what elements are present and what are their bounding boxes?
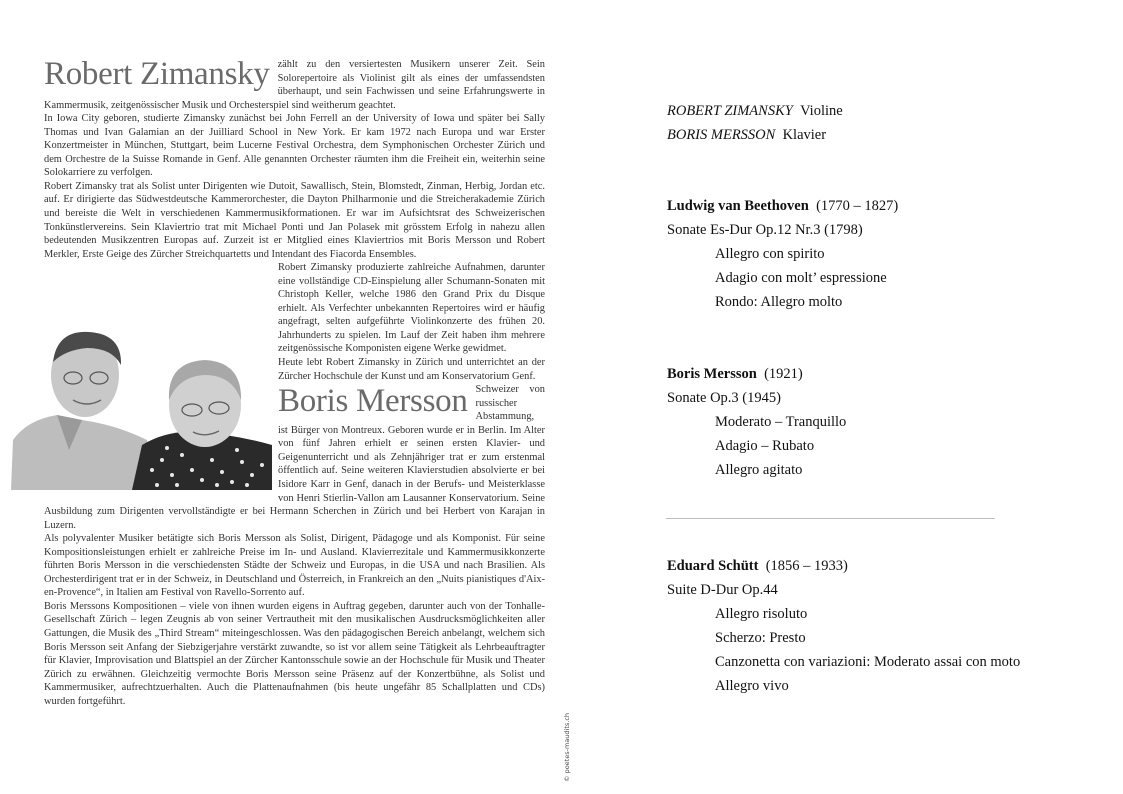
movement: Canzonetta con variazioni: Moderato assai con moto [715, 654, 1021, 670]
movement: Allegro agitato [715, 462, 803, 478]
mersson-paragraph: Als polyvalenter Musiker betätigte sich Boris Mersson als Solist, Dirigent, Pädagoge und als Komponist. Für seine Kompositionsleistungen erhielt er zahlreiche Preise im In- und Ausland. Klavierrezitale und Kammermusikkonzerte führten Boris Mersson in die verschiedensten Städte der Schweiz und Europas, in die USA und nach Brasilien. Als Orchesterdirigent trat er in der Schweiz, in Deutschland und Österreich, in Frankreich an den „Nuits pianistiques d'Aix-en-Provence“, in Italien am Festival von Ravello-Sorrento auf. [44, 533, 545, 599]
composer-dates: (1856 – 1933) [765, 558, 848, 574]
program-item-mersson [667, 362, 846, 482]
photo-credit [561, 712, 573, 784]
photo-credit-text: © poetes-maudits.ch [563, 712, 571, 782]
composer-dates: (1770 – 1827) [816, 198, 899, 214]
mersson-heading: Boris Mersson [278, 383, 468, 420]
zimansky-intro: zählt zu den versiertesten Musikern unserer Zeit. Sein Solorepertoire als Violinist gilt als eines der umfassendsten überhaupt, und sein Fachwissen und seine Erfahrungswerte in Kammermusik, zeitgenössischer Musik und Orchesterspiel sind weitherum geachtet. [44, 59, 545, 111]
performer-name: BORIS MERSSON [667, 127, 776, 143]
program-item-beethoven [667, 194, 898, 314]
work-title: Sonate Es-Dur Op.12 Nr.3 (1798) [667, 222, 863, 238]
composer-name: Boris Mersson [667, 366, 757, 382]
mersson-paragraph: Boris Merssons Kompositionen – viele von ihnen wurden eigens in Auftrag gegeben, darunter auch von der Tonhalle-Gesellschaft Zürich – legen Zeugnis ab von seiner Vertrautheit mit den musikalischen Ausdrucksmöglichkeiten aller Gattungen, die Musik des „Third Stream“ miteingeschlossen. Was den pädagogischen Bereich anbelangt, welchem sich Boris Mersson seit Anfang der Siebzigerjahre verstärkt zuwandte, so ist vor allem seine Tätigkeit als Lehrbeauftragter für Klavier, Improvisation und Blattspiel an der Zürcher Kantonsschule sowie an der Hochschule für Musik und Theater Zürich zu erwähnen. Gleichzeitig vermochte Boris Mersson seine Präsenz auf der Konzertbühne, als Solist und Kammermusiker, aufrechtzuerhalten. Auch die Plattenaufnahmen (bis heute ungefähr 85 Schallplatten und CDs) wurden fortgeführt. [44, 600, 545, 707]
composer-name: Eduard Schütt [667, 558, 759, 574]
movement: Moderato – Tranquillo [715, 414, 847, 430]
work-title: Sonate Op.3 (1945) [667, 390, 781, 406]
zimansky-paragraph: Robert Zimansky trat als Solist unter Dirigenten wie Dutoit, Sawallisch, Stein, Blomstedt, Zinman, Herbig, Jordan etc. auf. Er dirigierte das Südwestdeutsche Kammerorchester, die Dayton Philharmonie und die Streicherakademie Zürich und bereiste die Welt in verschiedenen Kammermusikformationen. Er war im Aufsichtsrat des Schweizerischen Tonkünstlervereins. Sein Klaviertrio trat mit Michael Ponti und Jan Polasek mit grösstem Erfolg in nahezu allen bedeutenden Musikzentren Europas auf. Zurzeit ist er Mitglied eines Klaviertrios mit Boris Mersson und Robert Merkler, Erste Geige des Zürcher Streichquartetts und Intendant des Fiacorda Ensembles. [44, 180, 545, 260]
composer-name: Ludwig van Beethoven [667, 198, 809, 214]
performer-name: ROBERT ZIMANSKY [667, 103, 793, 119]
zimansky-paragraph: In Iowa City geboren, studierte Zimansky zunächst bei John Ferrell an der University of Iowa und später bei Sally Thomas und Ivan Galamian an der Juilliard School in New York. Er kam 1972 nach Europa und war Erster Konzertmeister in München, Stuttgart, beim Lucerne Festival Orchestra, dem Symphonischen Orchester Zürich und dem Orchestre de la Suisse Romande in Genf. Alle genannten Orchester räumten ihm die Freiheit ein, weiterhin seine Solokarriere zu verfolgen. [44, 113, 545, 179]
composer-line [667, 194, 898, 218]
program-item-schuett [667, 554, 1020, 698]
movement: Adagio con molt’ espressione [715, 270, 887, 286]
movement: Allegro vivo [715, 678, 789, 694]
movement: Rondo: Allegro molto [715, 294, 843, 310]
performers-list [667, 99, 843, 147]
zimansky-heading: Robert Zimansky [44, 56, 270, 92]
movement: Allegro con spirito [715, 246, 825, 262]
performer-instrument: Klavier [782, 127, 827, 143]
movement: Scherzo: Presto [715, 630, 806, 646]
performer-instrument: Violine [800, 103, 843, 119]
movement: Allegro risoluto [715, 606, 808, 622]
composer-line [667, 362, 846, 386]
intermission-divider [666, 518, 995, 519]
movement: Adagio – Rubato [715, 438, 815, 454]
biography-column [44, 58, 545, 708]
zimansky-paragraph: Heute lebt Robert Zimansky in Zürich und unterrichtet an der Zürcher Hochschule der Kunst und am Konservatorium Genf. [278, 357, 545, 382]
composer-dates: (1921) [764, 366, 803, 382]
composer-line [667, 554, 1020, 578]
performer-piano [667, 123, 843, 147]
mersson-intro: Schweizer von russischer Abstammung, ist Bürger von Montreux. Geboren wurde er in Berlin. Im Alter von fünf Jahren erhielt er seinen ersten Klavier- und Geigenunterricht und als Zehnjähriger trat er zum erstenmal öffentlich auf. Seine weiteren Klavierstudien absolvierte er bei Isidore Karr in Genf, danach in der Berufs- und Meisterklasse von Henri Stierlin-Vallon am Lausanner Konservatorium. Seine Ausbildung zum Dirigenten vervollständigte er bei Hermann Scherchen in Zürich und bei Herbert von Karajan in Luzern. [44, 384, 545, 531]
zimansky-paragraph: Robert Zimansky produzierte zahlreiche Aufnahmen, darunter eine vollständige CD-Einspielung aller Schumann-Sonaten mit Christoph Keller, welche 1986 den Grand Prix du Disque erhielt. Als Verfechter unbekannten Repertoires wird er häufig angefragt, selten aufgeführte Violinkonzerte des frühen 20. Jahrhunderts zu spielen. Im Lauf der Zeit haben ihm mehrere zeitgenössische Komponisten eigene Werke gewidmet. [278, 262, 545, 355]
work-title: Suite D-Dur Op.44 [667, 582, 778, 598]
performer-violin [667, 99, 843, 123]
